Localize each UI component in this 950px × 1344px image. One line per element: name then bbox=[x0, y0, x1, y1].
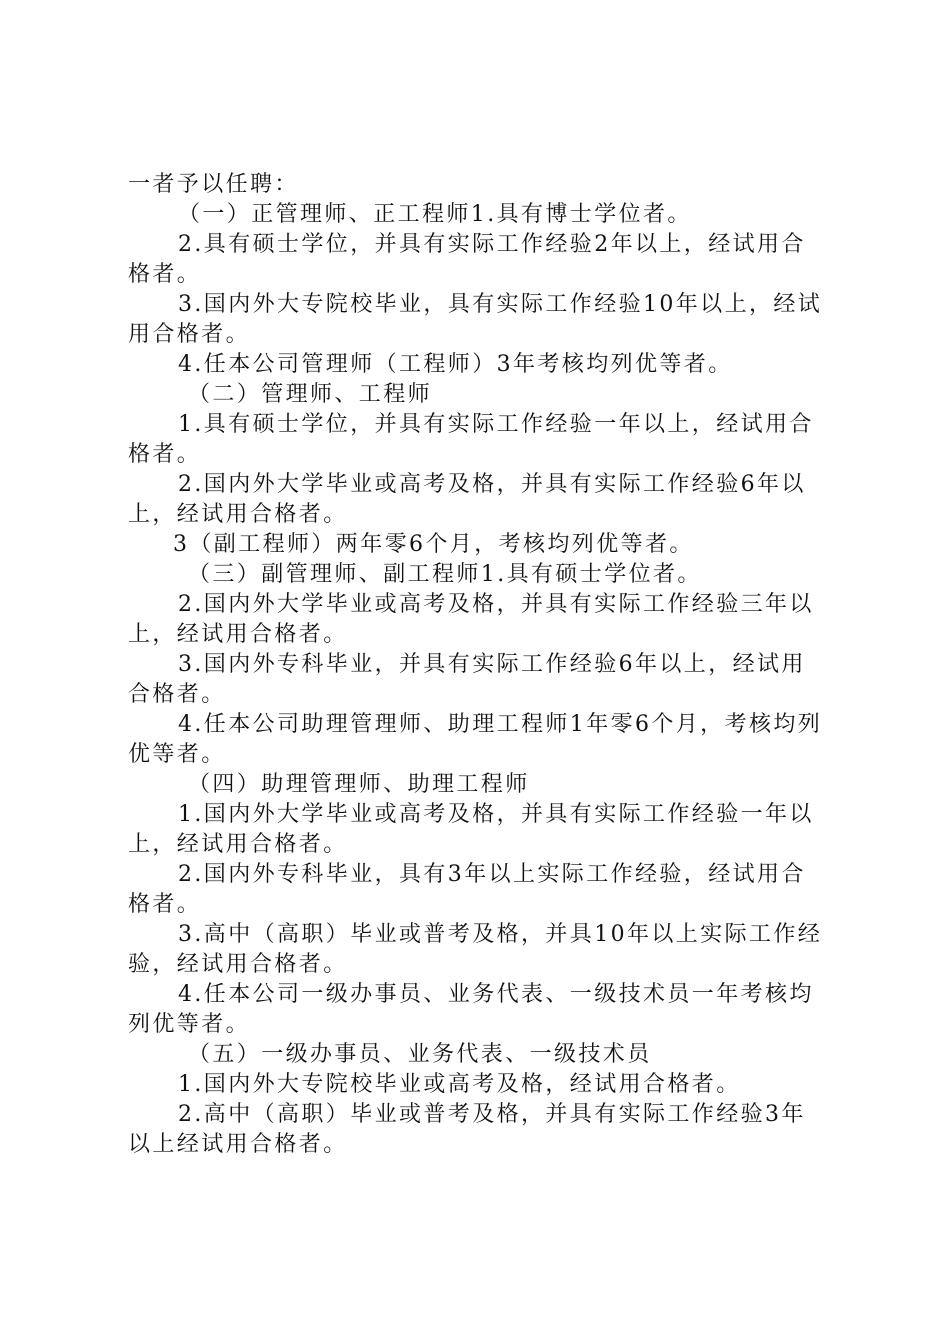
section-heading-3: （三）副管理师、副工程师1.具有硕士学位者。 bbox=[188, 562, 702, 587]
document-body bbox=[128, 170, 828, 1160]
paragraph-intro: 一者予以任聘： bbox=[128, 172, 299, 197]
list-item: 2.国内外大学毕业或高考及格，并具有实际工作经验6年以上，经试用合格者。 bbox=[128, 472, 806, 527]
section-heading-2: （二）管理师、工程师 bbox=[188, 382, 433, 407]
list-item: 3.高中（高职）毕业或普考及格，并具10年以上实际工作经验，经试用合格者。 bbox=[128, 922, 823, 977]
list-item: 3.国内外专科毕业，并具有实际工作经验6年以上，经试用合格者。 bbox=[128, 652, 806, 707]
list-item: 4.任本公司助理管理师、助理工程师1年零6个月，考核均列优等者。 bbox=[128, 712, 823, 767]
list-item: 1.具有硕士学位，并具有实际工作经验一年以上，经试用合格者。 bbox=[128, 412, 814, 467]
list-item: 3.国内外大专院校毕业，具有实际工作经验10年以上，经试用合格者。 bbox=[128, 292, 823, 347]
list-item: 1.国内外大专院校毕业或高考及格，经试用合格者。 bbox=[178, 1072, 741, 1097]
section-heading-4: （四）助理管理师、助理工程师 bbox=[188, 772, 530, 797]
section-heading-5: （五）一级办事员、业务代表、一级技术员 bbox=[188, 1042, 652, 1067]
list-item: 2.国内外专科毕业，具有3年以上实际工作经验，经试用合格者。 bbox=[128, 862, 806, 917]
section-heading-1: （一）正管理师、正工程师1.具有博士学位者。 bbox=[178, 202, 692, 227]
list-item: 2.国内外大学毕业或高考及格，并具有实际工作经验三年以上，经试用合格者。 bbox=[128, 592, 814, 647]
list-item: 2.高中（高职）毕业或普考及格，并具有实际工作经验3年以上经试用合格者。 bbox=[128, 1102, 806, 1157]
list-item: 4.任本公司一级办事员、业务代表、一级技术员一年考核均列优等者。 bbox=[128, 982, 814, 1037]
list-item: 3（副工程师）两年零6个月，考核均列优等者。 bbox=[173, 532, 694, 557]
list-item: 1.国内外大学毕业或高考及格，并具有实际工作经验一年以上，经试用合格者。 bbox=[128, 802, 814, 857]
list-item: 4.任本公司管理师（工程师）3年考核均列优等者。 bbox=[178, 352, 733, 377]
list-item: 2.具有硕士学位，并具有实际工作经验2年以上，经试用合格者。 bbox=[128, 232, 806, 287]
